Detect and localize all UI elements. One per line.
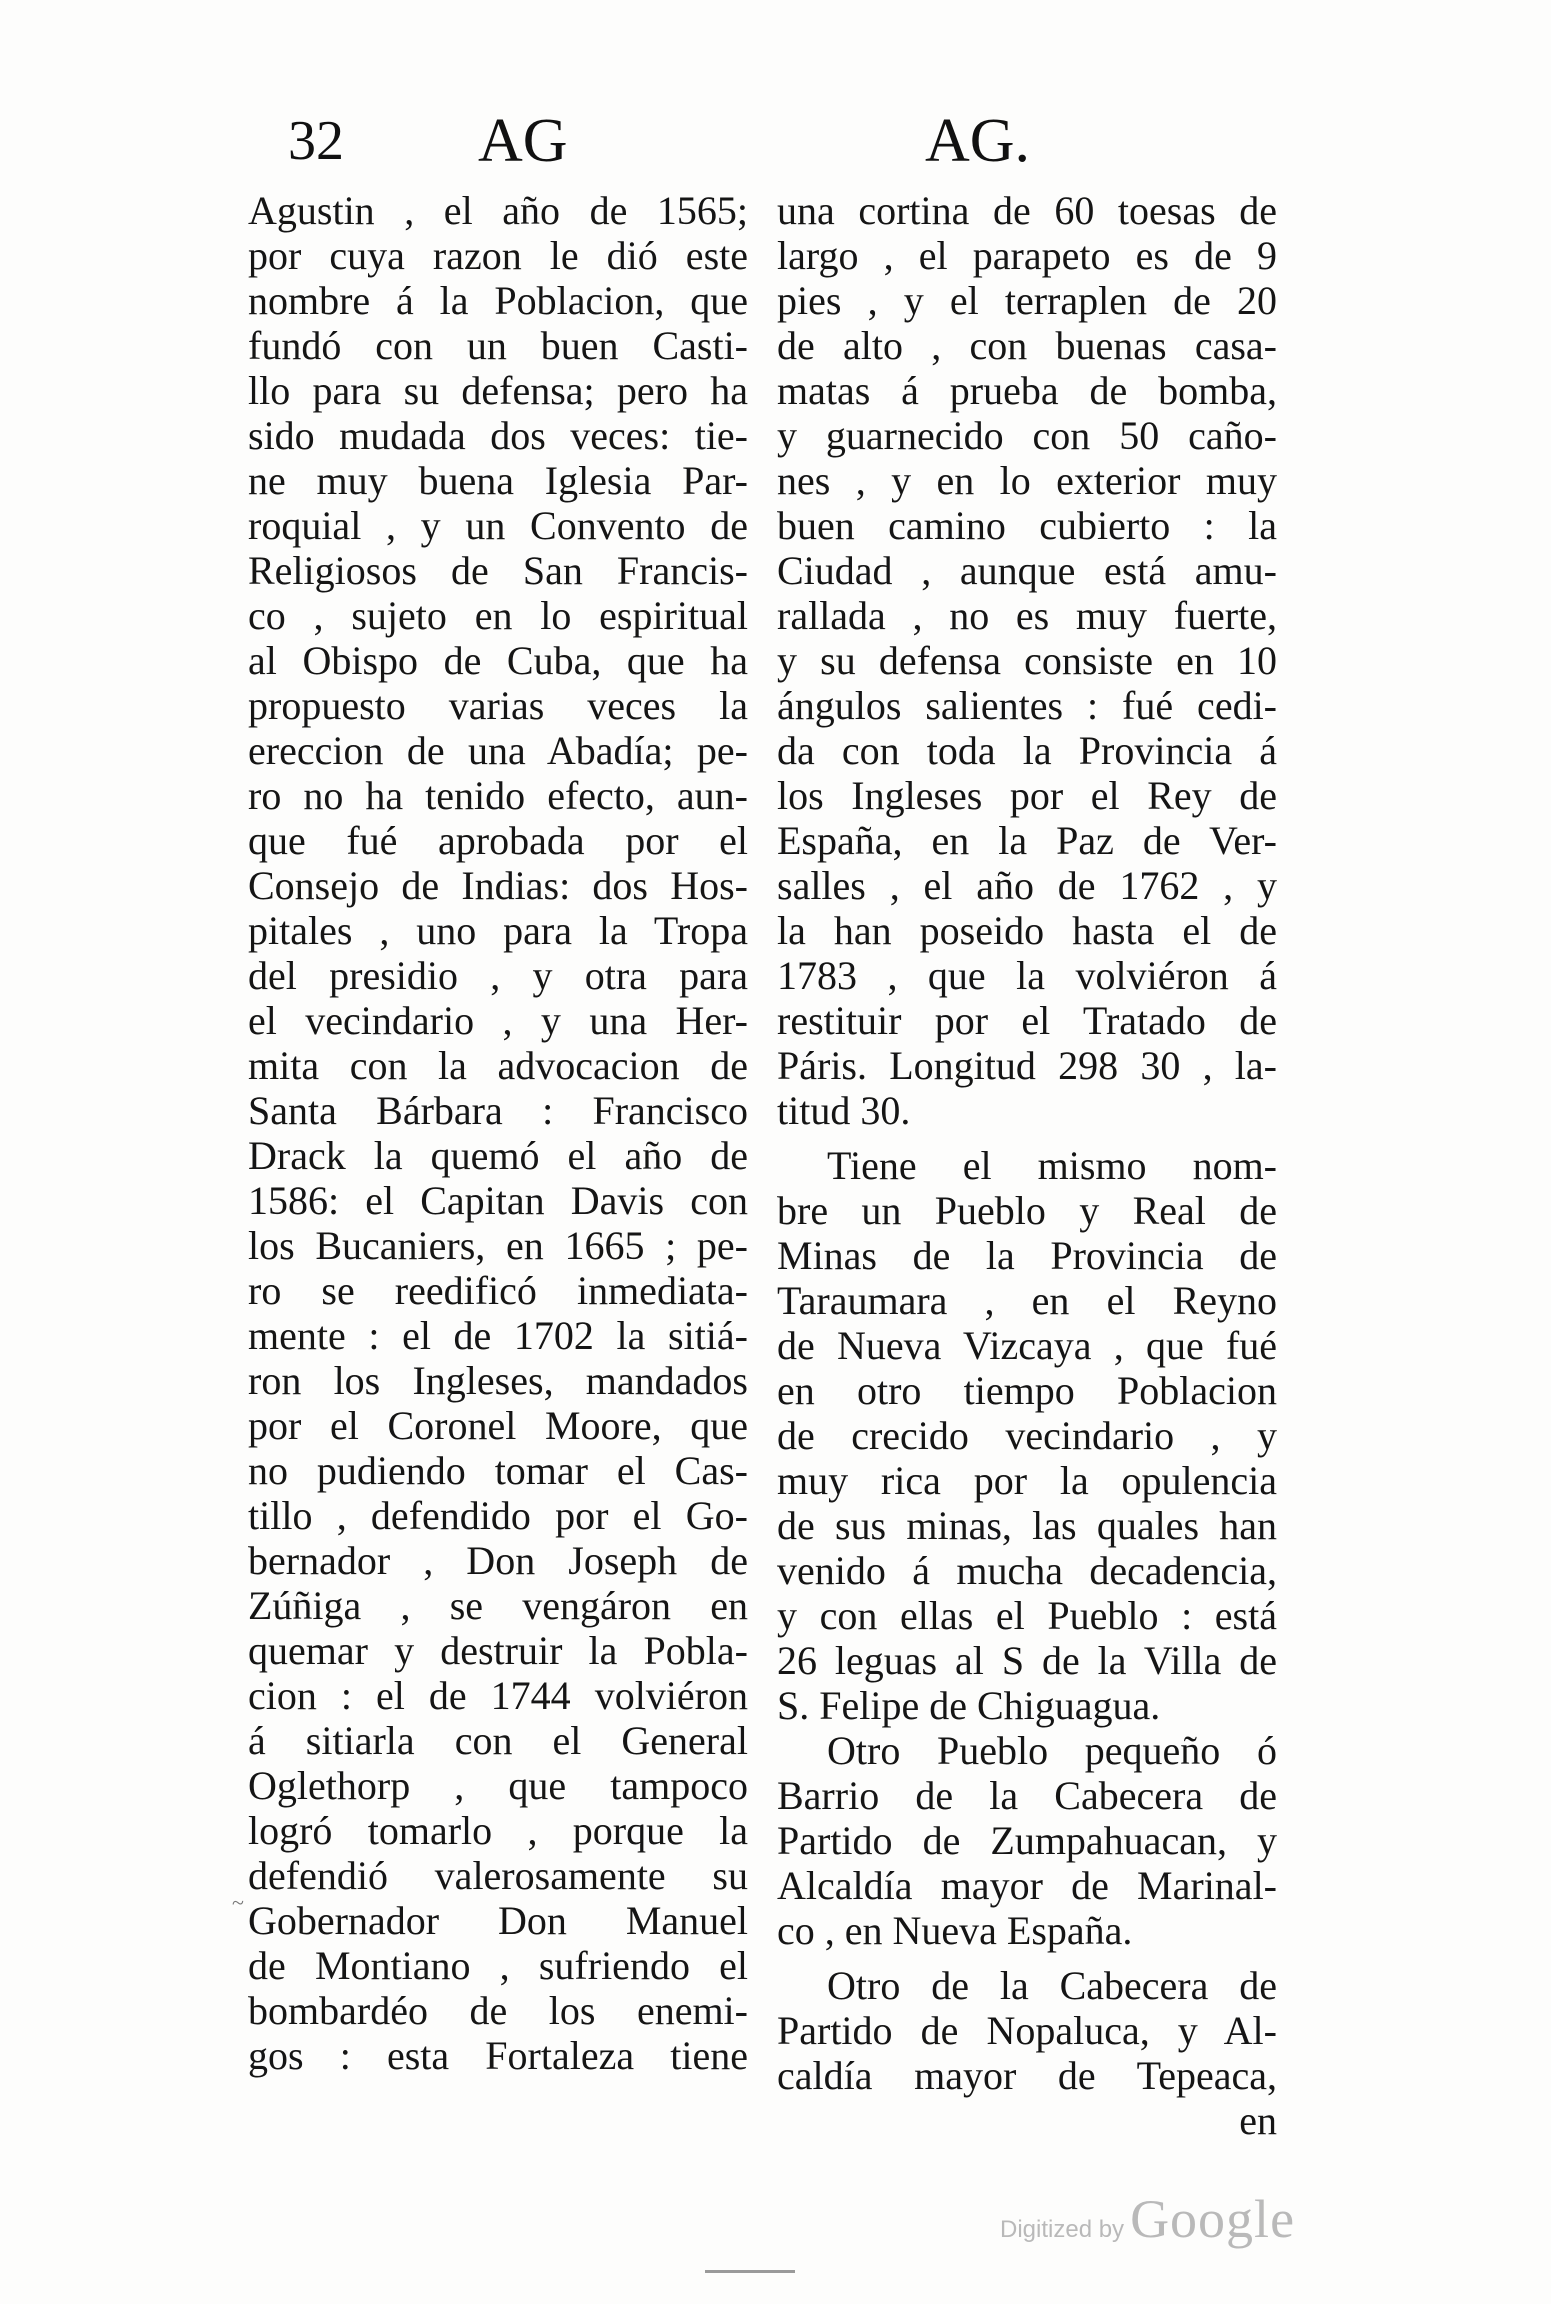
ink-speck: ~ — [232, 1890, 244, 1915]
text-line: Oglethorp , que tampoco — [248, 1763, 748, 1808]
catchword: en — [1239, 2098, 1277, 2143]
text-line: la han poseido hasta el de — [777, 908, 1277, 953]
text-line: que fué aprobada por el — [248, 818, 748, 863]
text-line: logró tomarlo , porque la — [248, 1808, 748, 1853]
text-line: nombre á la Poblacion, que — [248, 278, 748, 323]
right-running-head: AG. — [925, 107, 1031, 175]
text-line: ro no ha tenido efecto, aun- — [248, 773, 748, 818]
text-line: roquial , y un Convento de — [248, 503, 748, 548]
text-line: Taraumara , en el Reyno — [777, 1278, 1277, 1323]
text-line: Minas de la Provincia de — [777, 1233, 1277, 1278]
text-line: Consejo de Indias: dos Hos- — [248, 863, 748, 908]
watermark-prefix: Digitized by — [1000, 2216, 1125, 2243]
text-line: mente : el de 1702 la sitiá- — [248, 1313, 748, 1358]
text-line: mita con la advocacion de — [248, 1043, 748, 1088]
text-line: Alcaldía mayor de Marinal- — [777, 1863, 1277, 1908]
text-line: en otro tiempo Poblacion — [777, 1368, 1277, 1413]
text-line: ro se reedificó inmediata- — [248, 1268, 748, 1313]
text-line: pitales , uno para la Tropa — [248, 908, 748, 953]
text-line: ron los Ingleses, mandados — [248, 1358, 748, 1403]
text-line: largo , el parapeto es de 9 — [777, 233, 1277, 278]
paragraph-start-line: Otro de la Cabecera de — [827, 1963, 1277, 2008]
text-line: de Nueva Vizcaya , que fué — [777, 1323, 1277, 1368]
text-line: y guarnecido con 50 caño- — [777, 413, 1277, 458]
text-line: 1783 , que la volviéron á — [777, 953, 1277, 998]
text-line: nes , y en lo exterior muy — [777, 458, 1277, 503]
text-line: ereccion de una Abadía; pe- — [248, 728, 748, 773]
text-line: una cortina de 60 toesas de — [777, 188, 1277, 233]
paragraph-start-line: Tiene el mismo nom- — [827, 1143, 1277, 1188]
text-line: gos : esta Fortaleza tiene — [248, 2033, 748, 2078]
text-line: de Montiano , sufriendo el — [248, 1943, 748, 1988]
text-line: á sitiarla con el General — [248, 1718, 748, 1763]
text-line: defendió valerosamente su — [248, 1853, 748, 1898]
text-line: venido á mucha decadencia, — [777, 1548, 1277, 1593]
text-line: Barrio de la Cabecera de — [777, 1773, 1277, 1818]
text-line: bre un Pueblo y Real de — [777, 1188, 1277, 1233]
text-line: Ciudad , aunque está amu- — [777, 548, 1277, 593]
bottom-scan-rule — [705, 2270, 795, 2273]
text-line: de crecido vecindario , y — [777, 1413, 1277, 1458]
text-line: Partido de Zumpahuacan, y — [777, 1818, 1277, 1863]
text-line: 26 leguas al S de la Villa de — [777, 1638, 1277, 1683]
text-line: Páris. Longitud 298 30 , la- — [777, 1043, 1277, 1088]
text-line: del presidio , y otra para — [248, 953, 748, 998]
text-line: por cuya razon le dió este — [248, 233, 748, 278]
text-line: propuesto varias veces la — [248, 683, 748, 728]
text-line: de alto , con buenas casa- — [777, 323, 1277, 368]
left-column — [248, 188, 748, 2078]
text-line: bombardéo de los enemi- — [248, 1988, 748, 2033]
text-line: fundó con un buen Casti- — [248, 323, 748, 368]
text-line: pies , y el terraplen de 20 — [777, 278, 1277, 323]
text-line: caldía mayor de Tepeaca, — [777, 2053, 1277, 2098]
text-line: el vecindario , y una Her- — [248, 998, 748, 1043]
text-line: ángulos salientes : fué cedi- — [777, 683, 1277, 728]
text-line: quemar y destruir la Pobla- — [248, 1628, 748, 1673]
text-line: matas á prueba de bomba, — [777, 368, 1277, 413]
text-line: por el Coronel Moore, que — [248, 1403, 748, 1448]
text-line: Santa Bárbara : Francisco — [248, 1088, 748, 1133]
text-line: Partido de Nopaluca, y Al- — [777, 2008, 1277, 2053]
text-line: y con ellas el Pueblo : está — [777, 1593, 1277, 1638]
text-line: Zúñiga , se vengáron en — [248, 1583, 748, 1628]
text-line: salles , el año de 1762 , y — [777, 863, 1277, 908]
text-line: cion : el de 1744 volviéron — [248, 1673, 748, 1718]
page-number: 32 — [288, 110, 344, 172]
paragraph-start-line: Otro Pueblo pequeño ó — [827, 1728, 1277, 1773]
left-running-head: AG — [478, 107, 568, 175]
text-line: al Obispo de Cuba, que ha — [248, 638, 748, 683]
text-line: sido mudada dos veces: tie- — [248, 413, 748, 458]
text-line: restituir por el Tratado de — [777, 998, 1277, 1043]
text-line: de sus minas, las quales han — [777, 1503, 1277, 1548]
text-line: bernador , Don Joseph de — [248, 1538, 748, 1583]
text-line: muy rica por la opulencia — [777, 1458, 1277, 1503]
text-line: S. Felipe de Chiguagua. — [777, 1683, 1161, 1728]
text-line: Religiosos de San Francis- — [248, 548, 748, 593]
text-line: Gobernador Don Manuel — [248, 1898, 748, 1943]
text-line: 1586: el Capitan Davis con — [248, 1178, 748, 1223]
text-line: buen camino cubierto : la — [777, 503, 1277, 548]
text-line: ne muy buena Iglesia Par- — [248, 458, 748, 503]
text-line: los Ingleses por el Rey de — [777, 773, 1277, 818]
text-line: titud 30. — [777, 1088, 911, 1133]
text-line: los Bucaniers, en 1665 ; pe- — [248, 1223, 748, 1268]
text-line: tillo , defendido por el Go- — [248, 1493, 748, 1538]
text-line: co , sujeto en lo espiritual — [248, 593, 748, 638]
right-column — [777, 188, 1277, 2143]
text-line: llo para su defensa; pero ha — [248, 368, 748, 413]
text-line: Drack la quemó el año de — [248, 1133, 748, 1178]
digitized-watermark — [1000, 2188, 1295, 2250]
text-line: co , en Nueva España. — [777, 1908, 1133, 1953]
text-line: no pudiendo tomar el Cas- — [248, 1448, 748, 1493]
text-line: Agustin , el año de 1565; — [248, 188, 748, 233]
text-line: España, en la Paz de Ver- — [777, 818, 1277, 863]
text-line: da con toda la Provincia á — [777, 728, 1277, 773]
google-logo: Google — [1130, 2189, 1296, 2249]
text-line: y su defensa consiste en 10 — [777, 638, 1277, 683]
text-line: rallada , no es muy fuerte, — [777, 593, 1277, 638]
